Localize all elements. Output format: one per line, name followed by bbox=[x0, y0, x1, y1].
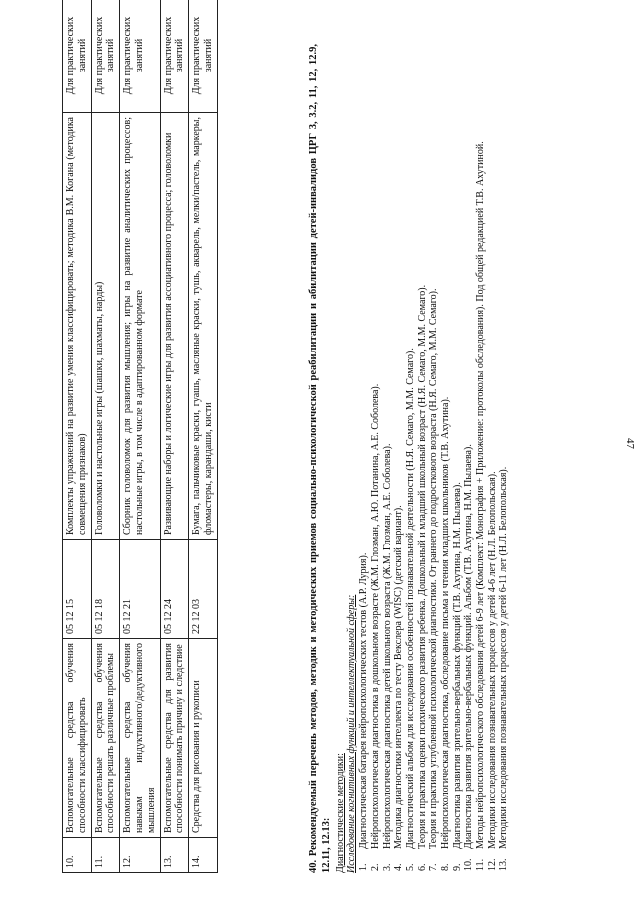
row-purpose: Для практических занятий bbox=[120, 0, 160, 113]
list-item-text: Теория и практика углубленной психологической диагностики. От раннего до подросткового возраста (Н.Я. Семаго, М.М. Семаго). bbox=[428, 288, 440, 849]
table-row bbox=[120, 0, 160, 873]
list-item-number: 9. bbox=[451, 863, 463, 871]
list-item-text: Диагностика развития зрительно-вербальных функций (Т.В. Ахутина, Н.М. Пылаева). bbox=[451, 482, 463, 849]
row-code: 05 12 21 bbox=[120, 540, 160, 639]
table-row bbox=[91, 0, 120, 873]
page-number: 47 bbox=[624, 438, 636, 449]
row-code: 22 12 03 bbox=[189, 540, 218, 639]
row-equipment: Развивающие наборы и логические игры для развития ассоциативного процесса; головоломки bbox=[160, 113, 189, 540]
list-item bbox=[452, 44, 464, 873]
row-number: 10. bbox=[63, 838, 92, 873]
row-code: 05 12 15 bbox=[63, 540, 92, 639]
list-item-text: Нейропсихологическая диагностика, обследование письма и чтения младших школьников (Т.В. Ахутина). bbox=[440, 396, 451, 849]
row-purpose: Для практических занятий bbox=[91, 0, 120, 113]
list-item-text: Нейропсихологическая диагностика в дошкольном возрасте (Ж.М. Глозман, А.Ю. Потанина, А.Е. Соболева). bbox=[369, 383, 381, 849]
list-item-text: Нейропсихологическая диагностика детей школьного возраста (Ж.М. Глозман, А.Е. Соболева). bbox=[381, 443, 393, 849]
list-item-text: Методы нейропсихологического обследования детей 6-9 лет (Комплект: Монография + Приложение: протоколы обследования). Под общей редакцией Т.В. Ахутиной. bbox=[475, 141, 487, 849]
list-item-number: 8. bbox=[440, 863, 451, 871]
list-item bbox=[393, 44, 405, 873]
equipment-table bbox=[62, 0, 218, 873]
list-item bbox=[358, 44, 370, 873]
row-number: 12. bbox=[120, 838, 160, 873]
list-item bbox=[370, 44, 382, 873]
row-name: Средства для рисования и рукописи bbox=[189, 639, 218, 838]
row-number: 11. bbox=[91, 838, 120, 873]
list-item bbox=[475, 44, 487, 873]
list-item-number: 13. bbox=[498, 858, 510, 871]
row-number: 14. bbox=[189, 838, 218, 873]
row-name: Вспомогательные средства для развития способности понимать причину и следствие bbox=[160, 639, 189, 838]
row-code: 05 12 24 bbox=[160, 540, 189, 639]
table-row bbox=[160, 0, 189, 873]
row-equipment: Бумага, пальчиковые краски, гуашь, масляные краски, тушь, акварель, мелки/пастель, маркеры, фломастеры, карандаши, кисти bbox=[189, 113, 218, 540]
section-subheading-italic: Исследование когнитивных функций и интеллектуальной сферы: bbox=[346, 594, 358, 873]
row-purpose: Для практических занятий bbox=[63, 0, 92, 113]
list-item-text: Диагностический альбом для исследования особенностей познавательной деятельности (Н.Я. Семаго, М.М. Семаго). bbox=[404, 348, 416, 849]
list-item bbox=[498, 44, 510, 873]
list-item-number: 5. bbox=[404, 863, 416, 871]
list-item bbox=[417, 44, 429, 873]
list-item bbox=[487, 44, 499, 873]
row-number: 13. bbox=[160, 838, 189, 873]
list-item bbox=[428, 44, 440, 873]
list-item-number: 1. bbox=[358, 863, 370, 871]
row-name: Вспомогательные средства обучения способности классифицировать bbox=[63, 639, 92, 838]
list-item-number: 11. bbox=[475, 858, 487, 871]
table-row bbox=[63, 0, 92, 873]
section-heading: 40. Рекомендуемый перечень методов, методик и методических приемов социально-психологической реабилитации и абилитации детей-инвалидов ЦРГ 3, 3.2, 11, 12, 12.9, 12.11, 12.13: bbox=[308, 44, 332, 873]
row-code: 05 12 18 bbox=[91, 540, 120, 639]
list-item-text: Диагностическая батарея нейропсихологических тестов (А.Р. Лурия). bbox=[358, 552, 370, 849]
list-item bbox=[463, 44, 475, 873]
row-purpose: Для практических занятий bbox=[189, 0, 218, 113]
list-item-text: Методики исследования познавательных процессов у детей 4-6 лет (Н.Л. Белопольская). bbox=[486, 471, 498, 849]
list-item bbox=[405, 44, 417, 873]
methods-section bbox=[308, 44, 510, 873]
list-item bbox=[382, 44, 394, 873]
list-item-number: 6. bbox=[416, 863, 428, 871]
list-item-number: 12. bbox=[486, 858, 498, 871]
list-item-number: 7. bbox=[428, 863, 440, 871]
list-item-text: Методики исследования познавательных процессов у детей 6-11 лет (Н.Л. Белопольская). bbox=[498, 466, 510, 849]
list-item-text: Методика диагностики интеллекта по тесту Векслера (WISC) (детский вариант). bbox=[393, 505, 405, 849]
row-equipment: Сборник головоломок для развития мышления; игры на развитие аналитических процессов; настольные игры, в том числе в адаптированном формате bbox=[120, 113, 160, 540]
row-equipment: Головоломки и настольные игры (шашки, шахматы, нарды) bbox=[91, 113, 120, 540]
list-item-number: 4. bbox=[393, 863, 405, 871]
row-equipment: Комплекты упражнений на развитие умения классифицировать; методика В.М. Когана (методика совмещения признаков) bbox=[63, 113, 92, 540]
row-name: Вспомогательные средства обучения навыкам индуктивного/дедуктивного мышления bbox=[120, 639, 160, 838]
list-item-text: Диагностика развития зрительно-вербальных функций. Альбом (Т.В. Ахутина, Н.М. Пылаева). bbox=[463, 444, 475, 849]
list-item bbox=[440, 44, 452, 873]
list-item-text: Теория и практика оценки психического развития ребенка. Дошкольный и младший школьный возраст (Н.Я. Семаго, М.М. Семаго). bbox=[416, 284, 428, 849]
row-purpose: Для практических занятий bbox=[160, 0, 189, 113]
list-item-number: 2. bbox=[369, 863, 381, 871]
methods-list bbox=[358, 44, 510, 873]
rotated-page-content bbox=[62, 16, 602, 873]
list-item-number: 3. bbox=[381, 863, 393, 871]
section-subheading: Диагностические методики: bbox=[334, 753, 346, 873]
table-row bbox=[189, 0, 218, 873]
list-item-number: 10. bbox=[463, 858, 475, 871]
row-name: Вспомогательные средства обучения способности решать различные проблемы bbox=[91, 639, 120, 838]
